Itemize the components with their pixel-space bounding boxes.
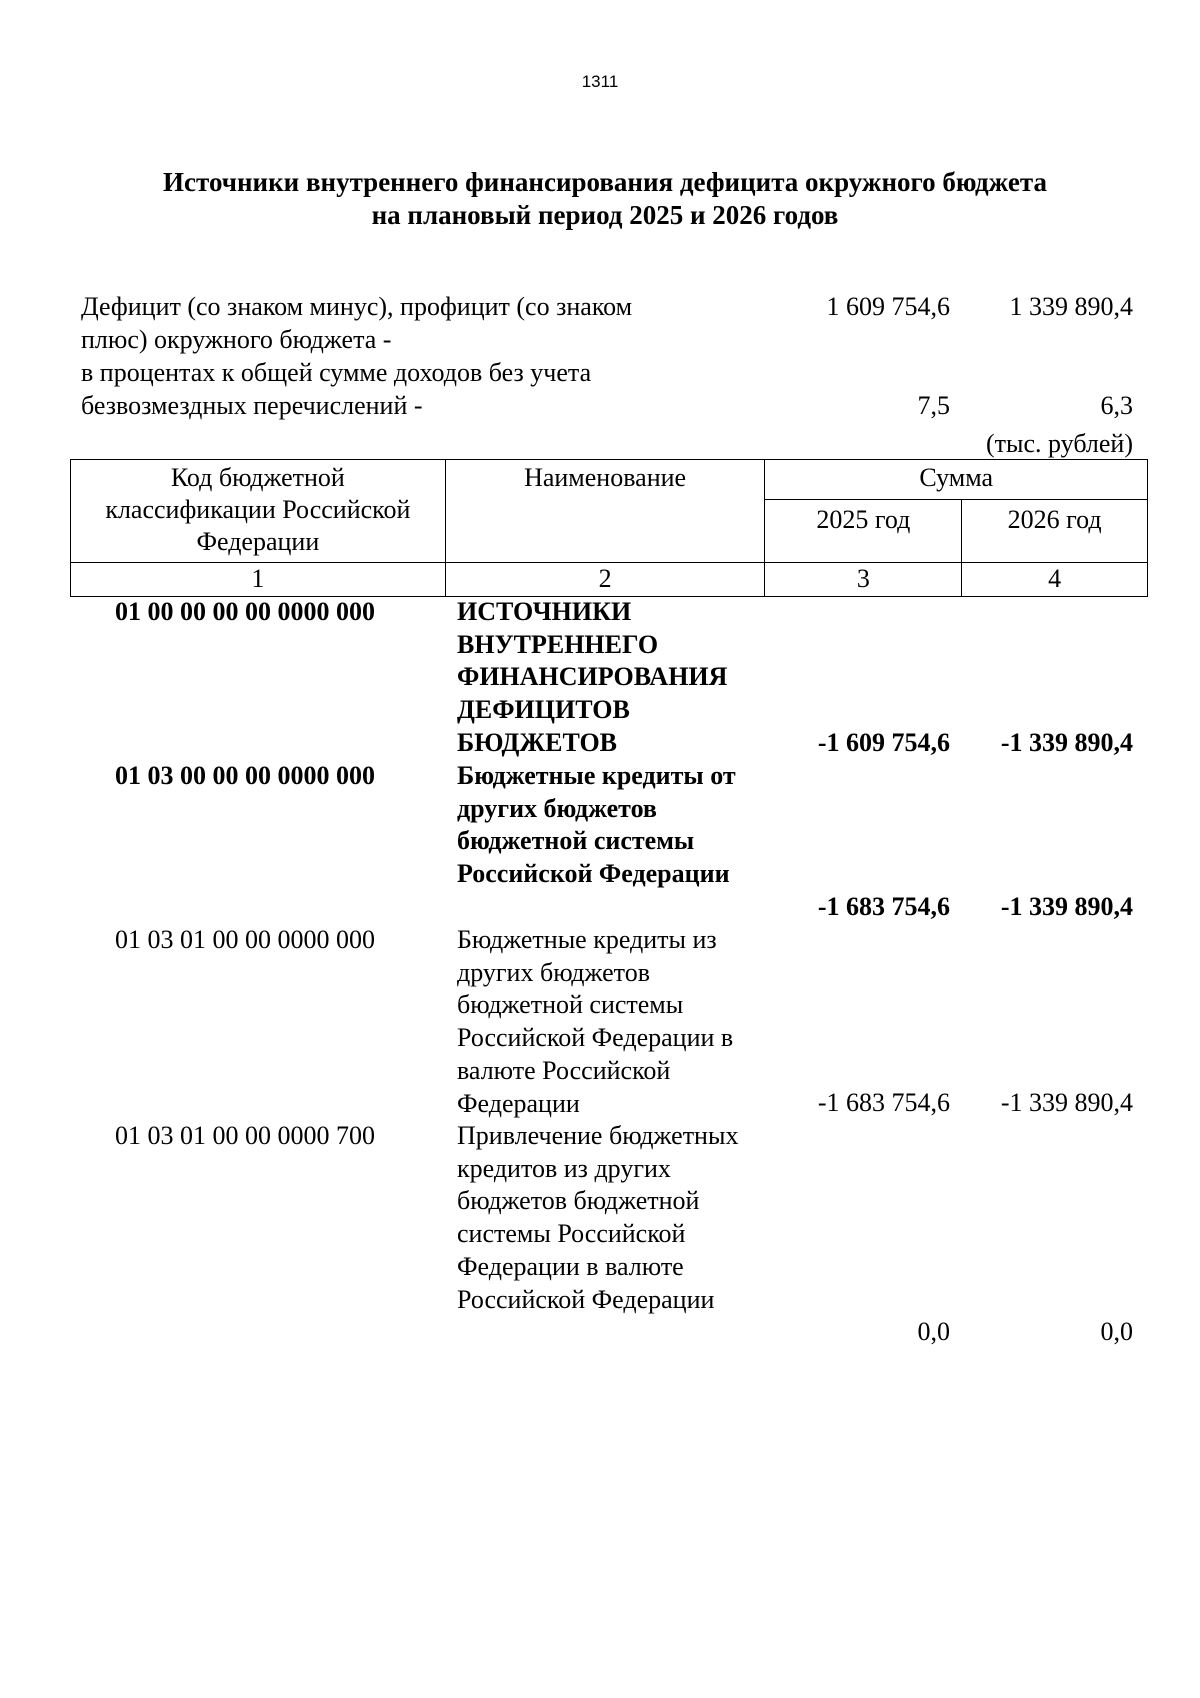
- percent-value-2026: 6,3: [1100, 391, 1133, 420]
- row-name: Бюджетные кредиты из других бюджетов бюджетной системы Российской Федерации в валюте Российской Федерации: [457, 925, 734, 1118]
- header-2026: 2026 год: [962, 499, 1148, 562]
- units-label: (тыс. рублей): [985, 429, 1133, 458]
- header-num-1: 1: [71, 563, 446, 597]
- header-code: Код бюджетной классификации Российской Федерации: [71, 460, 446, 563]
- deficit-value-2025: 1 609 754,6: [826, 292, 950, 321]
- row-value-2026: 0,0: [1100, 1317, 1133, 1346]
- table-row: [0, 760, 1200, 925]
- title-line-1: Источники внутреннего финансирования дефицита окружного бюджета: [163, 167, 1047, 197]
- row-value-2026: -1 339 890,4: [1000, 892, 1133, 921]
- percent-value-2025: 7,5: [917, 391, 950, 420]
- header-num-4: 4: [962, 563, 1148, 597]
- row-code: 01 03 01 00 00 0000 700: [115, 1121, 375, 1150]
- table-row: [0, 1120, 1200, 1350]
- header-2025: 2025 год: [765, 499, 962, 562]
- deficit-label-line-1: Дефицит (со знаком минус), профицит (со знаком: [81, 292, 633, 321]
- deficit-value-2026: 1 339 890,4: [1009, 292, 1133, 321]
- row-value-2025: 0,0: [917, 1317, 950, 1346]
- header-sum: Сумма: [765, 460, 1148, 500]
- table-row: [0, 924, 1200, 1121]
- row-name: Привлечение бюджетных кредитов из других бюджетов бюджетной системы Российской Федерации в валюте Российской Федерации: [457, 1121, 739, 1314]
- title-line-2: на плановый период 2025 и 2026 годов: [371, 200, 839, 230]
- header-num-3: 3: [765, 563, 962, 597]
- row-code: 01 03 00 00 00 0000 000: [115, 761, 375, 790]
- row-value-2026: -1 339 890,4: [1000, 728, 1133, 757]
- percent-label-line-1: в процентах к общей сумме доходов без учета: [81, 358, 592, 387]
- row-code: 01 03 01 00 00 0000 000: [115, 925, 375, 954]
- row-value-2026: -1 339 890,4: [1000, 1088, 1133, 1117]
- page-number: 1311: [581, 72, 619, 91]
- row-name: ИСТОЧНИКИ ВНУТРЕННЕГО ФИНАНСИРОВАНИЯ ДЕФИЦИТОВ БЮДЖЕТОВ: [457, 597, 728, 757]
- row-name: Бюджетные кредиты от других бюджетов бюджетной системы Российской Федерации: [457, 761, 736, 889]
- table-row: [0, 596, 1200, 761]
- percent-label-line-2: безвозмездных перечислений -: [81, 391, 423, 420]
- row-value-2025: -1 609 754,6: [817, 728, 950, 757]
- row-value-2025: -1 683 754,6: [817, 892, 950, 921]
- deficit-label-line-2: плюс) окружного бюджета -: [81, 325, 392, 354]
- header-num-2: 2: [445, 563, 765, 597]
- page-title: [0, 166, 1200, 232]
- row-code: 01 00 00 00 00 0000 000: [115, 597, 375, 626]
- table-header: [70, 459, 1148, 597]
- row-value-2025: -1 683 754,6: [817, 1088, 950, 1117]
- header-name: Наименование: [445, 460, 765, 563]
